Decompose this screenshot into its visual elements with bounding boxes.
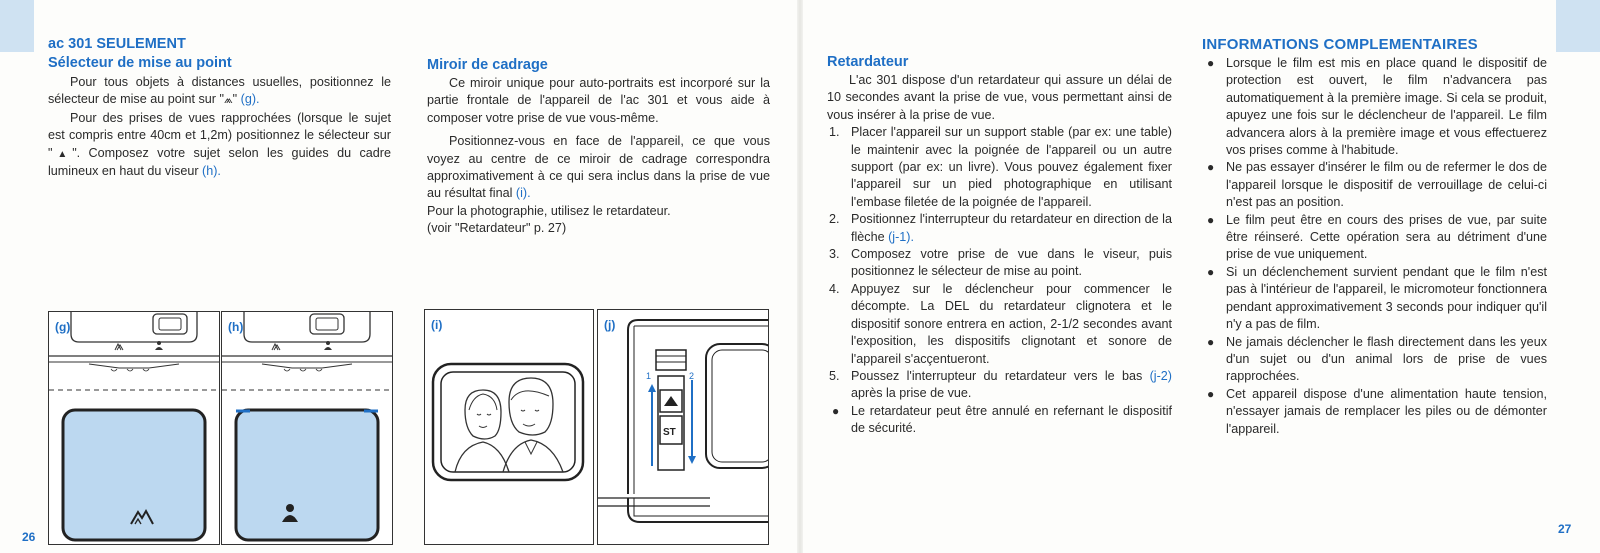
column-focus-selector (48, 35, 391, 180)
book-gutter (797, 0, 803, 553)
self-timer-intro: L'ac 301 dispose d'un retardateur qui assure un délai de 10 secondes avant la prise de vue, vous permettant ainsi de vous insérer à la prise de vue. (827, 73, 1172, 122)
step-3: 3. Composez votre prise de vue dans le viseur, puis positionnez le sélecteur de mise au point. (829, 247, 1172, 279)
column-self-timer (827, 53, 1172, 438)
ref-i: (i). (515, 186, 531, 201)
page-edge-tab-left (0, 0, 34, 52)
step-4: 4. Appuyez sur le déclencheur pour commencer le décompte. La DEL du retardateur clignotera et le dispositif sonore entrera en action, 2-1/2 secondes avant l'exposition, les dispositifs clignotant et sonore de l'appareil s'acçentueront. (829, 281, 1172, 366)
arrow-2-label: 2 (689, 371, 695, 381)
figure-j-drawing (598, 310, 768, 544)
step-5: 5. Poussez l'interrupteur du retardateur vers le bas (j-2) après la prise de vue. (829, 368, 1172, 401)
note-item: ● Le retardateur peut être annulé en refernant le dispositif de sécurité. (832, 403, 1172, 436)
bullet-icon: ● (1207, 212, 1215, 227)
figure-g (48, 311, 220, 545)
figure-i (424, 309, 594, 545)
info-item: ● Ne jamais déclencher le flash directement dans les yeux d'un sujet ou d'un animal lors de prise de vues rapprochées. (1207, 334, 1547, 384)
self-timer-heading: Retardateur (827, 54, 909, 70)
additional-info-heading: INFORMATIONS COMPLEMENTAIRES (1202, 36, 1478, 53)
portrait-icon: ▲ (52, 148, 73, 160)
column-additional-info (1202, 35, 1547, 438)
page-edge-tab-right (1556, 0, 1600, 52)
self-timer-steps (827, 124, 1172, 403)
figure-j (597, 309, 769, 545)
mirror-heading: Miroir de cadrage (427, 57, 548, 73)
additional-info-list (1202, 55, 1547, 438)
arrow-1-label: 1 (646, 371, 652, 381)
figure-i-label: (i) (431, 318, 443, 332)
focus-para-1: Pour tous objets à distances usuelles, positionnez le sélecteur de mise au point sur "⩕" (g). (48, 75, 391, 107)
ref-g: (g). (240, 92, 260, 107)
figure-i-drawing (425, 310, 593, 544)
ref-j-1: (j-1). (888, 229, 914, 244)
figure-g-drawing (49, 312, 219, 544)
column-framing-mirror (427, 56, 770, 238)
ref-h: (h). (202, 164, 221, 179)
bullet-icon: ● (832, 403, 840, 418)
focus-selector-heading: Sélecteur de mise au point (48, 55, 232, 71)
figure-j-label: (j) (604, 318, 616, 332)
info-item: ● Lorsque le film est mis en place quand le dispositif de protection est ouvert, le film n'advancera pas automatiquement à la première image. Si cela se produit, apuyez une fois sur le déclencheur de l'appareil. Le film advancera alors à la première image et vous effectuerez vos prises comme à l'habitude. (1207, 56, 1547, 158)
bullet-icon: ● (1207, 56, 1215, 70)
page-number-right: 27 (1558, 522, 1572, 536)
mirror-para-2: Positionnez-vous en face de l'appareil, ce que vous voyez au centre de ce miroir de cadrage correspondra approximativement à ce qui sera inclus dans la prise de vue au résultat final (i). (427, 134, 770, 201)
self-timer-st-label: ST (663, 427, 676, 438)
mountain-icon: ⩕ (223, 94, 233, 107)
bullet-icon: ● (1207, 334, 1215, 349)
mirror-para-4: (voir "Retardateur" p. 27) (427, 221, 567, 236)
info-item: ● Cet appareil dispose d'une alimentation haute tension, n'essayer jamais de remplacer les piles ou de démonter l'appareil. (1207, 386, 1547, 436)
figure-g-label: (g) (55, 320, 71, 334)
figure-h-drawing (222, 312, 392, 544)
ref-j-2: (j-2) (1149, 368, 1172, 383)
figure-h-label: (h) (228, 320, 244, 334)
info-item: ● Ne pas essayer d'insérer le film ou de refermer le dos de l'appareil lorsque le dispositif de verrouillage de celui-ci n'est pas an position. (1207, 160, 1547, 210)
bullet-icon: ● (1207, 264, 1215, 279)
page-number-left: 26 (22, 530, 36, 544)
self-timer-note (827, 403, 1172, 438)
bullet-icon: ● (1207, 386, 1215, 401)
info-item: ● Le film peut être en cours des prises de vue, par suite être réinseré. Cette opération sera au détriment d'une prise de vue uniquement. (1207, 212, 1547, 262)
step-2: 2. Positionnez l'interrupteur du retardateur en direction de la flèche (j-1). (829, 212, 1172, 244)
step-1: 1. Placer l'appareil sur un support stable (par ex: une table) le maintenir avec la poignée de l'appareil ou un autre support (par ex: un livre). Vous pouvez également fixer l'appareil sur un pied photographique en utilisant l'embase filetée de la poignée de l'appareil. (829, 125, 1172, 209)
info-item: ● Si un déclenchement survient pendant que le film n'est pas à l'intérieur de l'appareil, le micromoteur fonctionnera pendant approximativement 3 seconds pour indiquer qu'il n'y a pas de film. (1207, 264, 1547, 332)
mirror-para-1: Ce miroir unique pour auto-portraits est incorporé sur la partie frontale de l'appareil de l'ac 301 et vous aide à composer votre prise de vue vous-même. (427, 76, 770, 125)
focus-para-2: Pour des prises de vues rapprochées (lorsque le sujet est compris entre 40cm et 1,2m) positionnez le sélecteur sur "▲". Composez votre sujet selon les guides du cadre lumineux en haut du viseur (h). (48, 110, 391, 179)
model-heading: ac 301 SEULEMENT (48, 36, 186, 52)
bullet-icon: ● (1207, 160, 1215, 175)
figure-h (221, 311, 393, 545)
mirror-para-3: Pour la photographie, utilisez le retardateur. (427, 203, 671, 218)
